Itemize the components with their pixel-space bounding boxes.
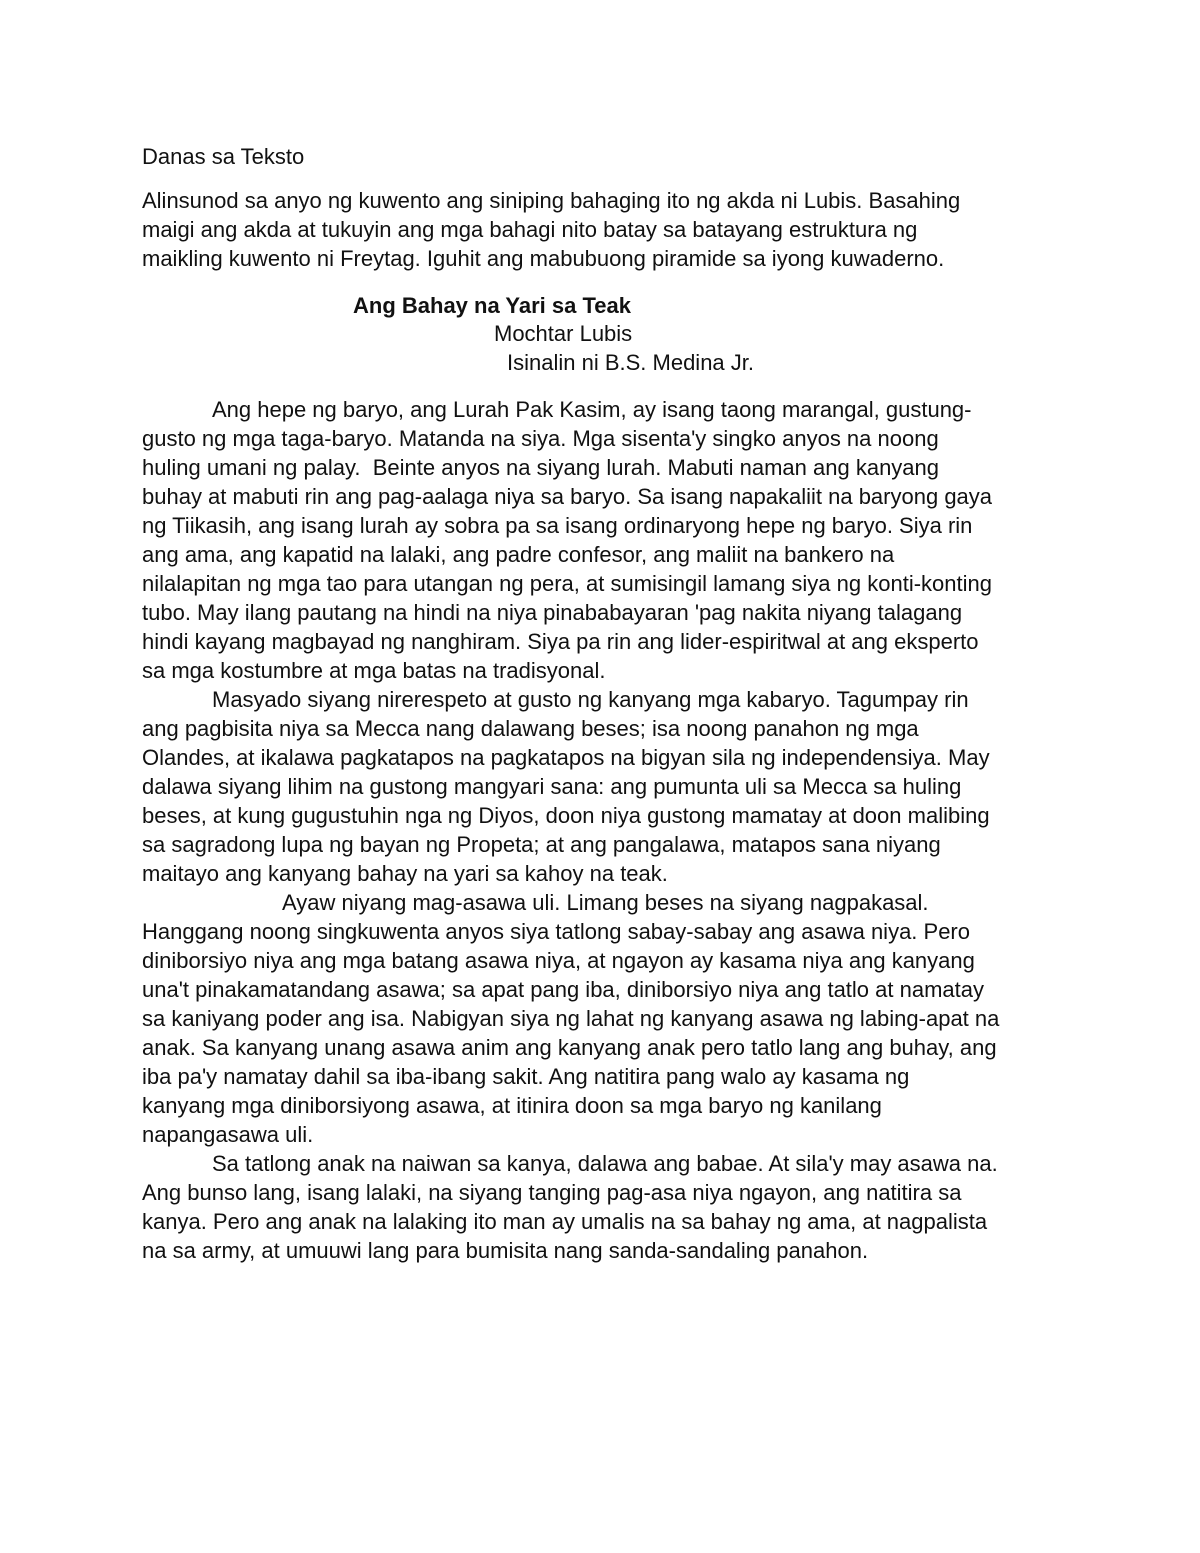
text-line: Ayaw niyang mag-asawa uli. Limang beses na siyang nagpakasal. [282, 890, 929, 915]
text-line: gusto ng mga taga-baryo. Matanda na siya. Mga sisenta'y singko anyos na noong [142, 426, 939, 451]
text-line: beses, at kung gugustuhin nga ng Diyos, doon niya gustong mamatay at doon malibing [142, 803, 990, 828]
text-line: ng Tiikasih, ang isang lurah ay sobra pa sa isang ordinaryong hepe ng baryo. Siya rin [142, 513, 973, 538]
text-line: diniborsiyo niya ang mga batang asawa niya, at ngayon ay kasama niya ang kanyang [142, 948, 975, 973]
text-line: Ang hepe ng baryo, ang Lurah Pak Kasim, ay isang taong marangal, gustung- [212, 397, 972, 422]
text-line: kanya. Pero ang anak na lalaking ito man ay umalis na sa bahay ng ama, at nagpalista [142, 1209, 988, 1234]
instruction-line: maigi ang akda at tukuyin ang mga bahagi nito batay sa batayang estruktura ng [142, 217, 918, 242]
text-line: Masyado siyang nirerespeto at gusto ng kanyang mga kabaryo. Tagumpay rin [212, 687, 969, 712]
text-line: buhay at mabuti rin ang pag-aalaga niya sa baryo. Sa isang napakaliit na baryong gaya [142, 484, 993, 509]
text-line: sa kaniyang poder ang isa. Nabigyan siya ng lahat ng kanyang asawa ng labing-apat na [142, 1006, 1000, 1031]
text-line: Hanggang noong singkuwenta anyos siya tatlong sabay-sabay ang asawa niya. Pero [142, 919, 970, 944]
text-line: sa mga kostumbre at mga batas na tradisyonal. [142, 658, 606, 683]
text-line: na sa army, at umuuwi lang para bumisita nang sanda-sandaling panahon. [142, 1238, 869, 1263]
text-line: dalawa siyang lihim na gustong mangyari sana: ang pumunta uli sa Mecca sa huling [142, 774, 962, 799]
text-line: iba pa'y namatay dahil sa iba-ibang sakit. Ang natitira pang walo ay kasama ng [142, 1064, 910, 1089]
text-line: ang pagbisita niya sa Mecca nang dalawang beses; isa noong panahon ng mga [142, 716, 919, 741]
story-title: Ang Bahay na Yari sa Teak [353, 293, 631, 318]
text-line: huling umani ng palay. Beinte anyos na siyang lurah. Mabuti naman ang kanyang [142, 455, 940, 480]
text-line: hindi kayang magbayad ng nanghiram. Siya pa rin ang lider-espiritwal at ang eksperto [142, 629, 979, 654]
text-line: sa sagradong lupa ng bayan ng Propeta; at ang pangalawa, matapos sana niyang [142, 832, 941, 857]
text-line: tubo. May ilang pautang na hindi na niya pinababayaran 'pag nakita niyang talagang [142, 600, 963, 625]
text-line: napangasawa uli. [142, 1122, 314, 1147]
text-line: Sa tatlong anak na naiwan sa kanya, dalawa ang babae. At sila'y may asawa na. [212, 1151, 998, 1176]
instruction-line: Alinsunod sa anyo ng kuwento ang siniping bahaging ito ng akda ni Lubis. Basahing [142, 188, 961, 213]
text-line: nilalapitan ng mga tao para utangan ng pera, at sumisingil lamang siya ng konti-konting [142, 571, 992, 596]
text-line: anak. Sa kanyang unang asawa anim ang kanyang anak pero tatlo lang ang buhay, ang [142, 1035, 997, 1060]
story-translator: Isinalin ni B.S. Medina Jr. [507, 350, 755, 375]
text-line: una't pinakamatandang asawa; sa apat pang iba, diniborsiyo niya ang tatlo at namatay [142, 977, 984, 1002]
text-line: kanyang mga diniborsiyong asawa, at itinira doon sa mga baryo ng kanilang [142, 1093, 882, 1118]
text-line: maitayo ang kanyang bahay na yari sa kahoy na teak. [142, 861, 668, 886]
text-line: ang ama, ang kapatid na lalaki, ang padre confesor, ang maliit na bankero na [142, 542, 895, 567]
text-line: Ang bunso lang, isang lalaki, na siyang tanging pag-asa niya ngayon, ang natitira sa [142, 1180, 962, 1205]
text-line: Olandes, at ikalawa pagkatapos na pagkatapos na bigyan sila ng independensiya. May [142, 745, 990, 770]
instruction-line: maikling kuwento ni Freytag. Iguhit ang mabubuong piramide sa iyong kuwaderno. [142, 246, 945, 271]
story-author: Mochtar Lubis [494, 321, 633, 346]
section-heading: Danas sa Teksto [142, 144, 305, 169]
